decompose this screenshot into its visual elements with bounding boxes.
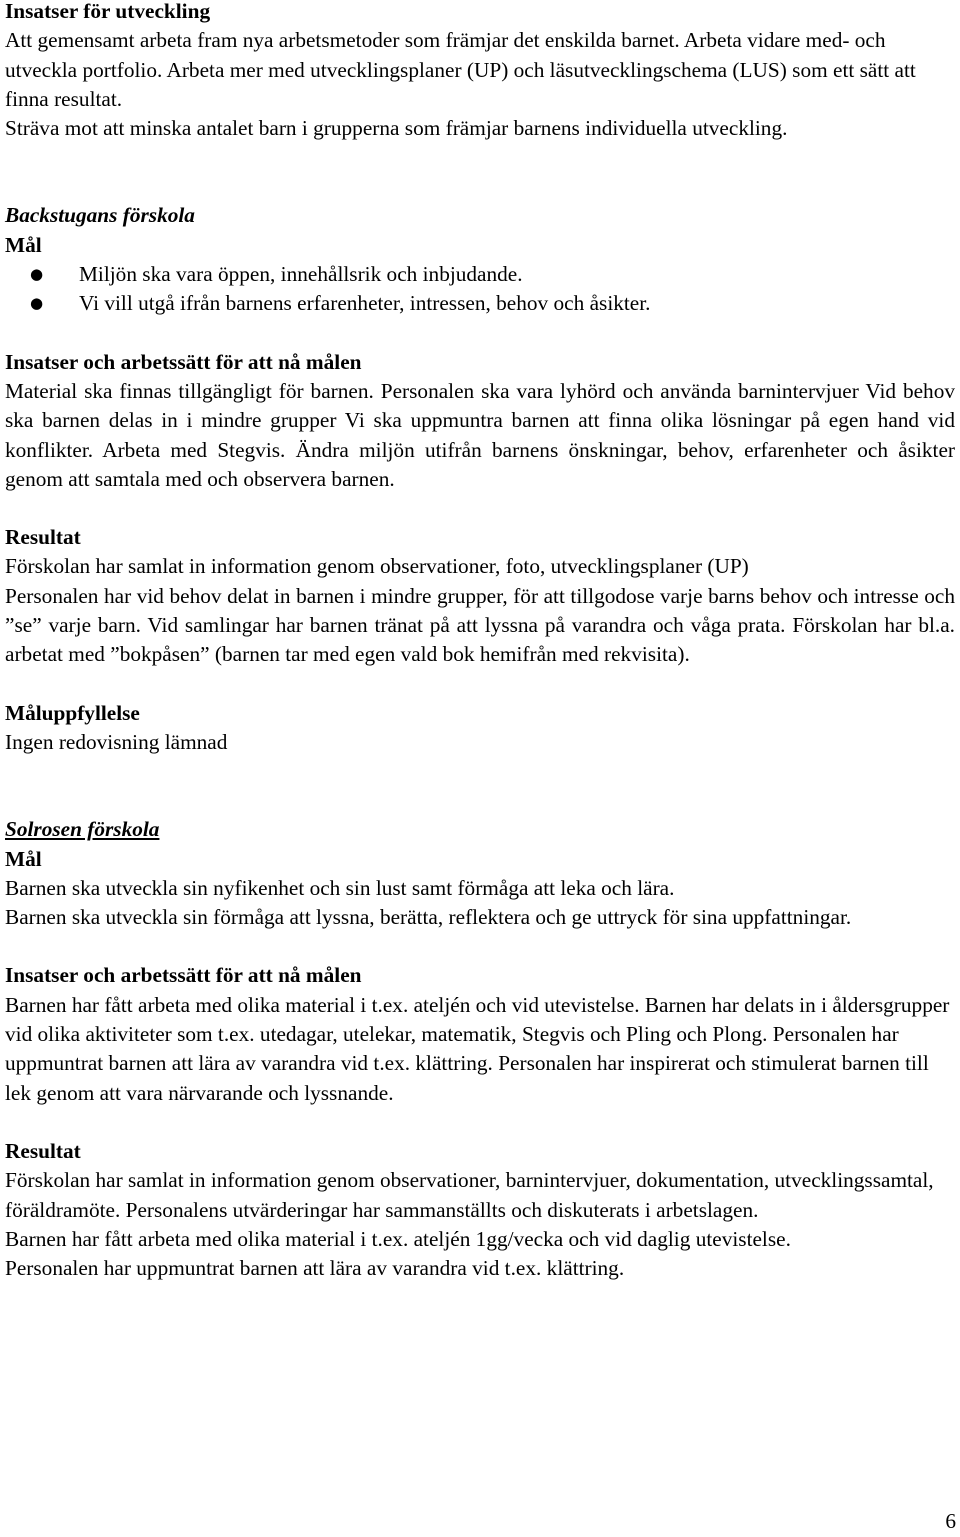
methods-paragraph: Material ska finnas tillgängligt för barnen. Personalen ska vara lyhörd och använda barnintervjuer Vid behov ska barnen delas in i mindre grupper Vi ska uppmuntra barnen att finna olika lösningar på egen hand vid konflikter. Arbeta med Stegvis. Ändra miljön utifrån barnens önskningar, behov, erfarenheter och åsikter genom att samtala med och observera barnen. [5, 378, 955, 491]
page-number: 6 [945, 1508, 956, 1533]
result-heading: Resultat [5, 525, 81, 550]
spacer [5, 143, 955, 201]
fulfilment-heading: Måluppfyllelse [5, 700, 140, 725]
paragraph-insatser-utveckling-2: Sträva mot att minska antalet barn i grupperna som främjar barnens individuella utveckling. [5, 116, 788, 141]
preschool-title-solrosen: Solrosen förskola [5, 817, 160, 842]
fulfilment-text: Ingen redovisning lämnad [5, 729, 228, 754]
result-paragraph: Barnen har fått arbeta med olika material i t.ex. ateljén 1gg/vecka och vid daglig utevistelse. [5, 1226, 791, 1251]
goal-text: Miljön ska vara öppen, innehållsrik och inbjudande. [79, 262, 523, 287]
spacer [5, 932, 955, 961]
list-item [5, 260, 955, 289]
result-paragraph: Förskolan har samlat in information genom observationer, foto, utvecklingsplaner (UP) [5, 554, 749, 579]
result-heading: Resultat [5, 1138, 81, 1163]
goal-text: Vi vill utgå ifrån barnens erfarenheter, intressen, behov och åsikter. [79, 291, 651, 316]
result-paragraph: Personalen har vid behov delat in barnen i mindre grupper, för att tillgodose varje barns behov och intresse och ”se” varje barn. Vid samlingar har barnen tränat på att lyssna på varandra och våga prata. Förskolan har bl.a. arbetat med ”bokpåsen” (barnen tar med egen vald bok hemifrån med rekvisita). [5, 583, 955, 667]
spacer [5, 319, 955, 348]
list-item [5, 289, 955, 318]
spacer [5, 1108, 955, 1137]
goal-heading: Mål [5, 232, 42, 257]
spacer [5, 757, 955, 815]
goal-paragraph: Barnen ska utveckla sin förmåga att lyssna, berätta, reflektera och ge uttryck för sina uppfattningar. [5, 905, 852, 930]
methods-paragraph: Barnen har fått arbeta med olika material i t.ex. ateljén och vid utevistelse. Barnen har delats in i åldersgrupper vid olika aktiviteter som t.ex. utedagar, utelekar, matematik, Stegvis och Pling och Plong. Personalen har uppmuntrat barnen att lära av varandra vid t.ex. klättring. Personalen har inspirerat och stimulerat barnen till lek genom att vara närvarande och lyssnande. [5, 992, 950, 1105]
bullet-icon: ● [30, 294, 44, 313]
result-paragraph: Personalen har uppmuntrat barnen att lära av varandra vid t.ex. klättring. [5, 1256, 625, 1281]
bullet-icon: ● [30, 265, 44, 284]
paragraph-insatser-utveckling: Att gemensamt arbeta fram nya arbetsmetoder som främjar det enskilda barnet. Arbeta vidare med- och utveckla portfolio. Arbeta mer med utvecklingsplaner (UP) och läsutvecklingschema (LUS) som ett sätt att finna resultat. [5, 28, 916, 111]
section-heading-insatser-utveckling: Insatser för utveckling [5, 0, 211, 23]
goal-list [5, 260, 955, 319]
goal-paragraph: Barnen ska utveckla sin nyfikenhet och sin lust samt förmåga att leka och lära. [5, 875, 675, 900]
result-paragraph: Förskolan har samlat in information genom observationer, barnintervjuer, dokumentation, utvecklingssamtal, föräldramöte. Personalens utvärderingar har sammanställts och diskuterats i arbetslagen. [5, 1168, 934, 1222]
preschool-title-backstugan: Backstugans förskola [5, 203, 195, 228]
spacer [5, 670, 955, 699]
document-page [5, 0, 955, 1283]
spacer [5, 494, 955, 523]
methods-heading: Insatser och arbetssätt för att nå målen [5, 349, 362, 374]
goal-heading: Mål [5, 846, 42, 871]
methods-heading: Insatser och arbetssätt för att nå målen [5, 963, 362, 988]
